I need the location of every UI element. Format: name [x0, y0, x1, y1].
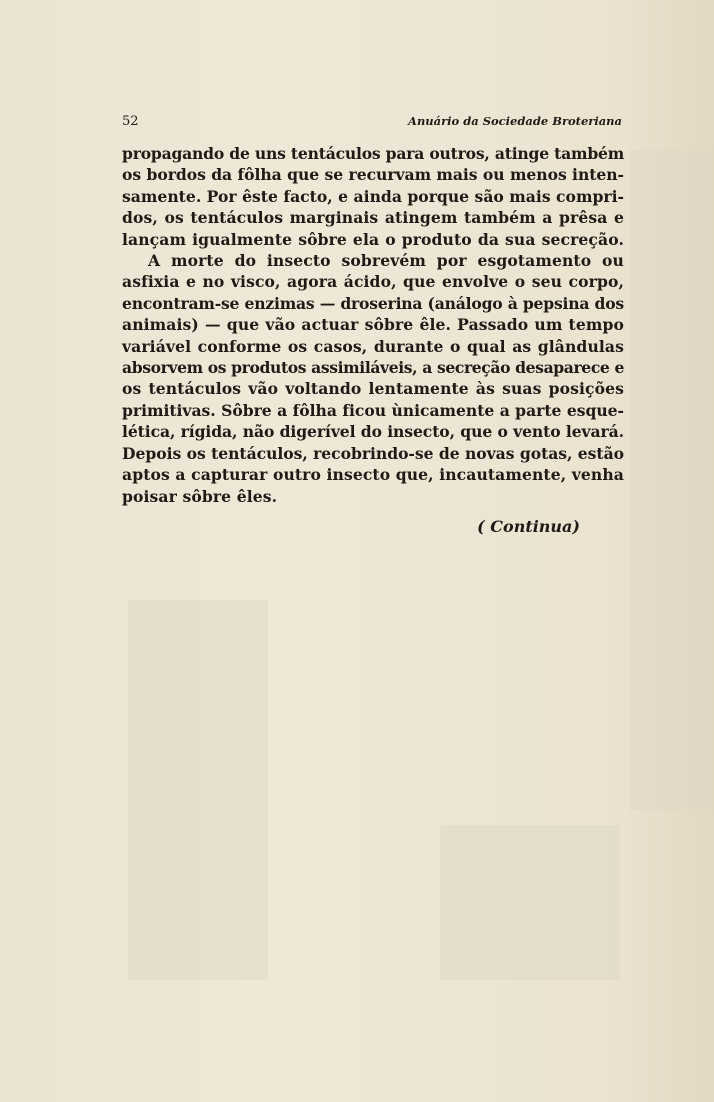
text-line: aptos a capturar outro insecto que, incautamente, venha [122, 465, 624, 485]
text-line: dos, os tentáculos marginais atingem também a prêsa e [122, 208, 624, 228]
text-line: absorvem os produtos assimiláveis, a secreção desaparece e [122, 358, 625, 378]
text-line: os bordos da fôlha que se recurvam mais ou menos inten- [122, 165, 624, 185]
text-line: animais) — que vão actuar sôbre êle. Passado um tempo [122, 315, 624, 335]
page-number: 52 [122, 114, 139, 129]
show-through-block [630, 150, 714, 810]
continuation-note: ( Continua) [477, 517, 580, 536]
text-line: encontram-se enzimas — droserina (análogo à pepsina dos [122, 293, 625, 313]
text-line: os tentáculos vão voltando lentamente às suas posições [122, 379, 624, 399]
text-line: primitivas. Sôbre a fôlha ficou ùnicamente a parte esque- [122, 400, 624, 420]
text-line: samente. Por êste facto, e ainda porque são mais compri- [122, 186, 625, 206]
text-line: A morte do insecto sobrevém por esgotamento ou [148, 251, 624, 271]
text-line: propagando de uns tentáculos para outros, atinge também [122, 144, 625, 163]
paragraph-2 [122, 250, 624, 507]
text-line: lética, rígida, não digerível do insecto, que o vento levará. [122, 422, 624, 442]
page-header [122, 114, 622, 134]
body-text [122, 143, 624, 507]
text-line: poisar sôbre êles. [122, 486, 278, 506]
text-line: variável conforme os casos, durante o qual as glândulas [122, 336, 624, 356]
text-line: lançam igualmente sôbre ela o produto da sua secreção. [122, 229, 624, 249]
running-title: Anuário da Sociedade Broteriana [408, 114, 622, 128]
text-line: Depois os tentáculos, recobrindo-se de novas gotas, estão [122, 443, 624, 463]
show-through-block [440, 825, 620, 980]
text-line: asfixia e no visco, agora ácido, que envolve o seu corpo, [122, 272, 624, 292]
paragraph-1 [122, 143, 624, 250]
show-through-block [128, 600, 268, 980]
